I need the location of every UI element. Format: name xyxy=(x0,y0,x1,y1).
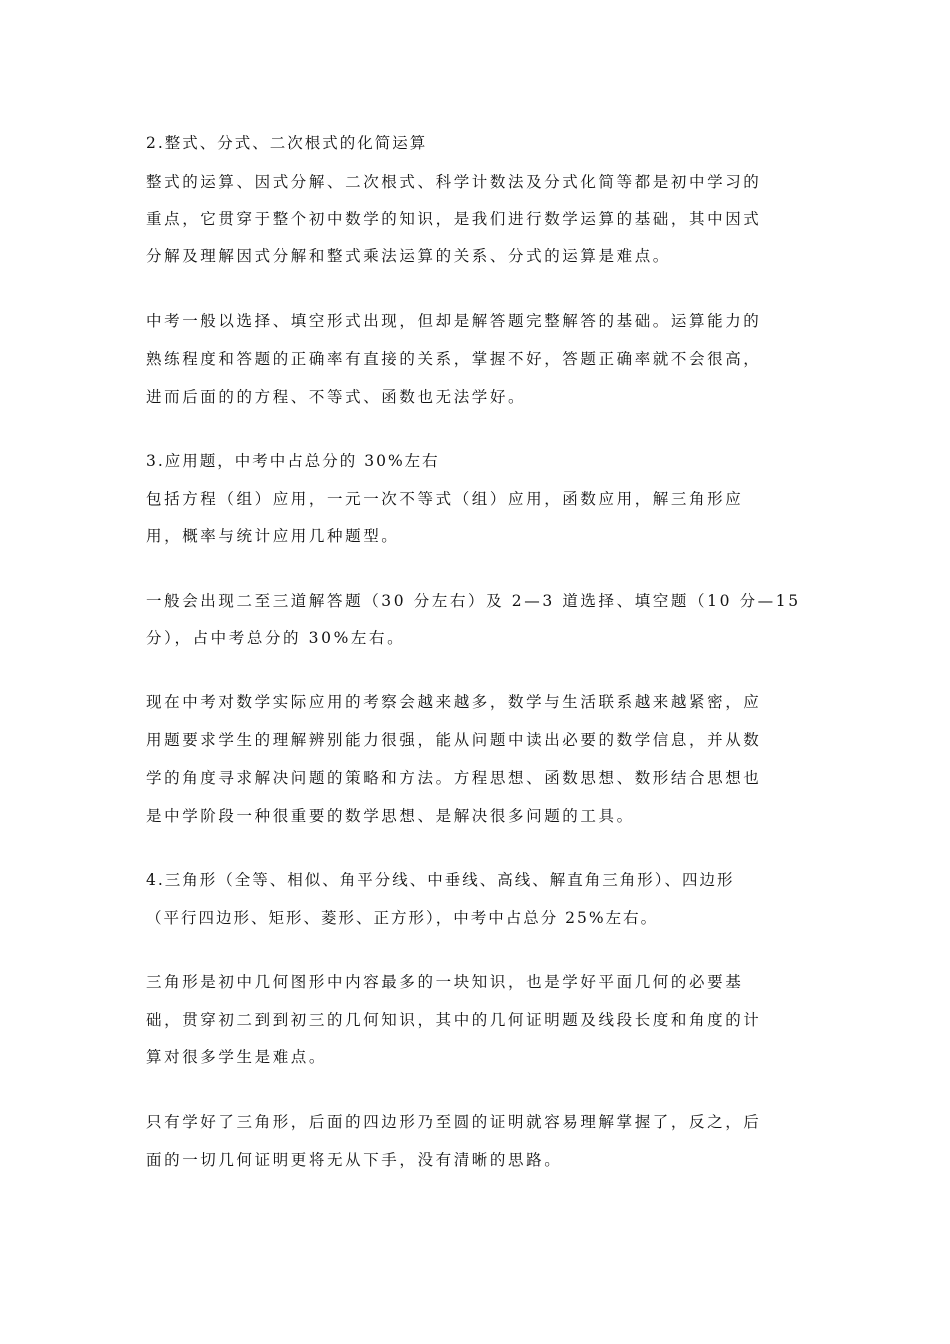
paragraph-line: 用，概率与统计应用几种题型。 xyxy=(146,527,400,545)
paragraph-line: 三角形是初中几何图形中内容最多的一块知识，也是学好平面几何的必要基 xyxy=(146,973,744,991)
paragraph-line: 中考一般以选择、填空形式出现，但却是解答题完整解答的基础。运算能力的 xyxy=(146,312,762,330)
paragraph-line: 重点，它贯穿于整个初中数学的知识，是我们进行数学运算的基础，其中因式 xyxy=(146,210,762,228)
paragraph-line: 现在中考对数学实际应用的考察会越来越多，数学与生活联系越来越紧密，应 xyxy=(146,693,762,711)
section-heading-4-cont: （平行四边形、矩形、菱形、正方形），中考中占总分 25%左右。 xyxy=(146,909,659,927)
paragraph-line: 面的一切几何证明更将无从下手，没有清晰的思路。 xyxy=(146,1151,563,1169)
paragraph-line: 整式的运算、因式分解、二次根式、科学计数法及分式化简等都是初中学习的 xyxy=(146,173,762,191)
section-heading-3: 3.应用题，中考中占总分的 30%左右 xyxy=(146,452,440,470)
paragraph-line: 用题要求学生的理解辨别能力很强，能从问题中读出必要的数学信息，并从数 xyxy=(146,731,762,749)
paragraph-line: 分），占中考总分的 30%左右。 xyxy=(146,629,406,647)
paragraph-line: 一般会出现二至三道解答题（30 分左右）及 2—3 道选择、填空题（10 分—15 xyxy=(146,592,801,610)
section-heading-2: 2.整式、分式、二次根式的化简运算 xyxy=(146,134,428,152)
paragraph-line: 学的角度寻求解决问题的策略和方法。方程思想、函数思想、数形结合思想也 xyxy=(146,769,762,787)
paragraph-line: 只有学好了三角形，后面的四边形乃至圆的证明就容易理解掌握了，反之，后 xyxy=(146,1113,762,1131)
paragraph-line: 算对很多学生是难点。 xyxy=(146,1048,328,1066)
paragraph-line: 分解及理解因式分解和整式乘法运算的关系、分式的运算是难点。 xyxy=(146,247,671,265)
paragraph-line: 进而后面的的方程、不等式、函数也无法学好。 xyxy=(146,388,527,406)
paragraph-line: 熟练程度和答题的正确率有直接的关系，掌握不好，答题正确率就不会很高， xyxy=(146,350,762,368)
section-heading-4: 4.三角形（全等、相似、角平分线、中垂线、高线、解直角三角形）、四边形 xyxy=(146,871,735,889)
paragraph-line: 是中学阶段一种很重要的数学思想、是解决很多问题的工具。 xyxy=(146,807,635,825)
paragraph-line: 包括方程（组）应用，一元一次不等式（组）应用，函数应用，解三角形应 xyxy=(146,490,744,508)
paragraph-line: 础，贯穿初二到到初三的几何知识，其中的几何证明题及线段长度和角度的计 xyxy=(146,1011,762,1029)
